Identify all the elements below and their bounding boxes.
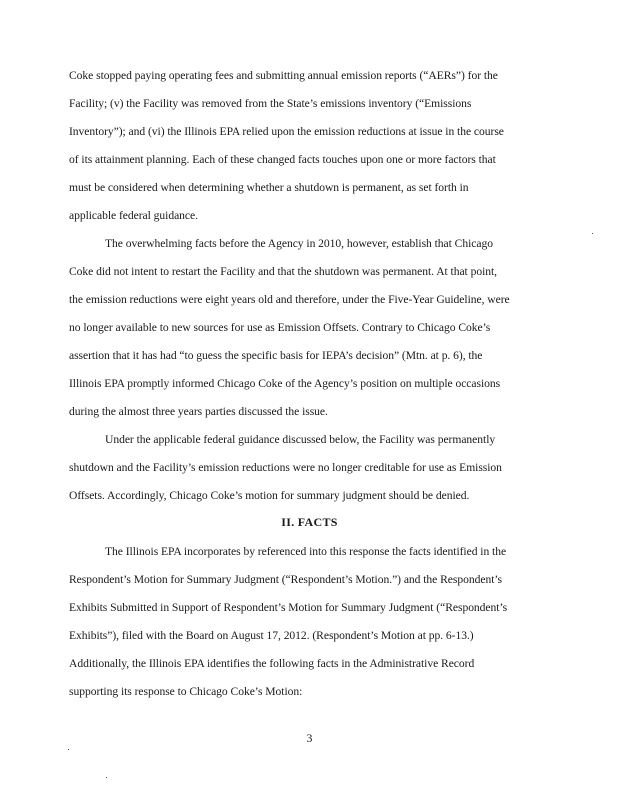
text-line: shutdown and the Facility’s emission reductions were no longer creditable for use as Emission xyxy=(69,461,502,474)
page-number: 3 xyxy=(306,733,313,745)
scan-speck xyxy=(592,233,593,234)
text-line: Exhibits Submitted in Support of Respondent’s Motion for Summary Judgment (“Respondent’s xyxy=(69,601,508,614)
text-line: Coke did not intent to restart the Facility and that the shutdown was permanent. At that point, xyxy=(69,265,498,278)
text-line: Coke stopped paying operating fees and submitting annual emission reports (“AERs”) for the xyxy=(69,69,498,82)
text-line: Under the applicable federal guidance discussed below, the Facility was permanently xyxy=(105,433,496,446)
text-line: Additionally, the Illinois EPA identifies the following facts in the Administrative Record xyxy=(69,657,475,670)
scan-speck xyxy=(68,749,69,750)
scan-speck xyxy=(106,777,107,778)
text-line: during the almost three years parties discussed the issue. xyxy=(69,405,328,418)
text-line: Respondent’s Motion for Summary Judgment (“Respondent’s Motion.”) and the Respondent’s xyxy=(69,573,502,586)
text-line: Inventory”); and (vi) the Illinois EPA relied upon the emission reductions at issue in the course xyxy=(69,125,504,138)
text-line: no longer available to new sources for use as Emission Offsets. Contrary to Chicago Coke’s xyxy=(69,321,491,334)
text-line: The overwhelming facts before the Agency in 2010, however, establish that Chicago xyxy=(105,237,493,250)
text-line: of its attainment planning. Each of these changed facts touches upon one or more factors that xyxy=(69,153,496,166)
text-line: assertion that it has had “to guess the specific basis for IEPA’s decision” (Mtn. at p. 6), the xyxy=(69,349,483,362)
text-line: Exhibits”), filed with the Board on August 17, 2012. (Respondent’s Motion at pp. 6-13.) xyxy=(69,629,474,642)
section-heading: II. FACTS xyxy=(281,515,338,529)
text-line: Illinois EPA promptly informed Chicago Coke of the Agency’s position on multiple occasions xyxy=(69,377,501,390)
text-line: must be considered when determining whether a shutdown is permanent, as set forth in xyxy=(69,181,469,194)
text-line: the emission reductions were eight years old and therefore, under the Five-Year Guideline, were xyxy=(69,293,510,306)
text-line: applicable federal guidance. xyxy=(69,209,198,222)
text-line: supporting its response to Chicago Coke’s Motion: xyxy=(69,685,303,698)
text-line: The Illinois EPA incorporates by referenced into this response the facts identified in the xyxy=(105,545,507,558)
text-line: Offsets. Accordingly, Chicago Coke’s motion for summary judgment should be denied. xyxy=(69,489,470,502)
text-line: Facility; (v) the Facility was removed from the State’s emissions inventory (“Emissions xyxy=(69,97,472,110)
